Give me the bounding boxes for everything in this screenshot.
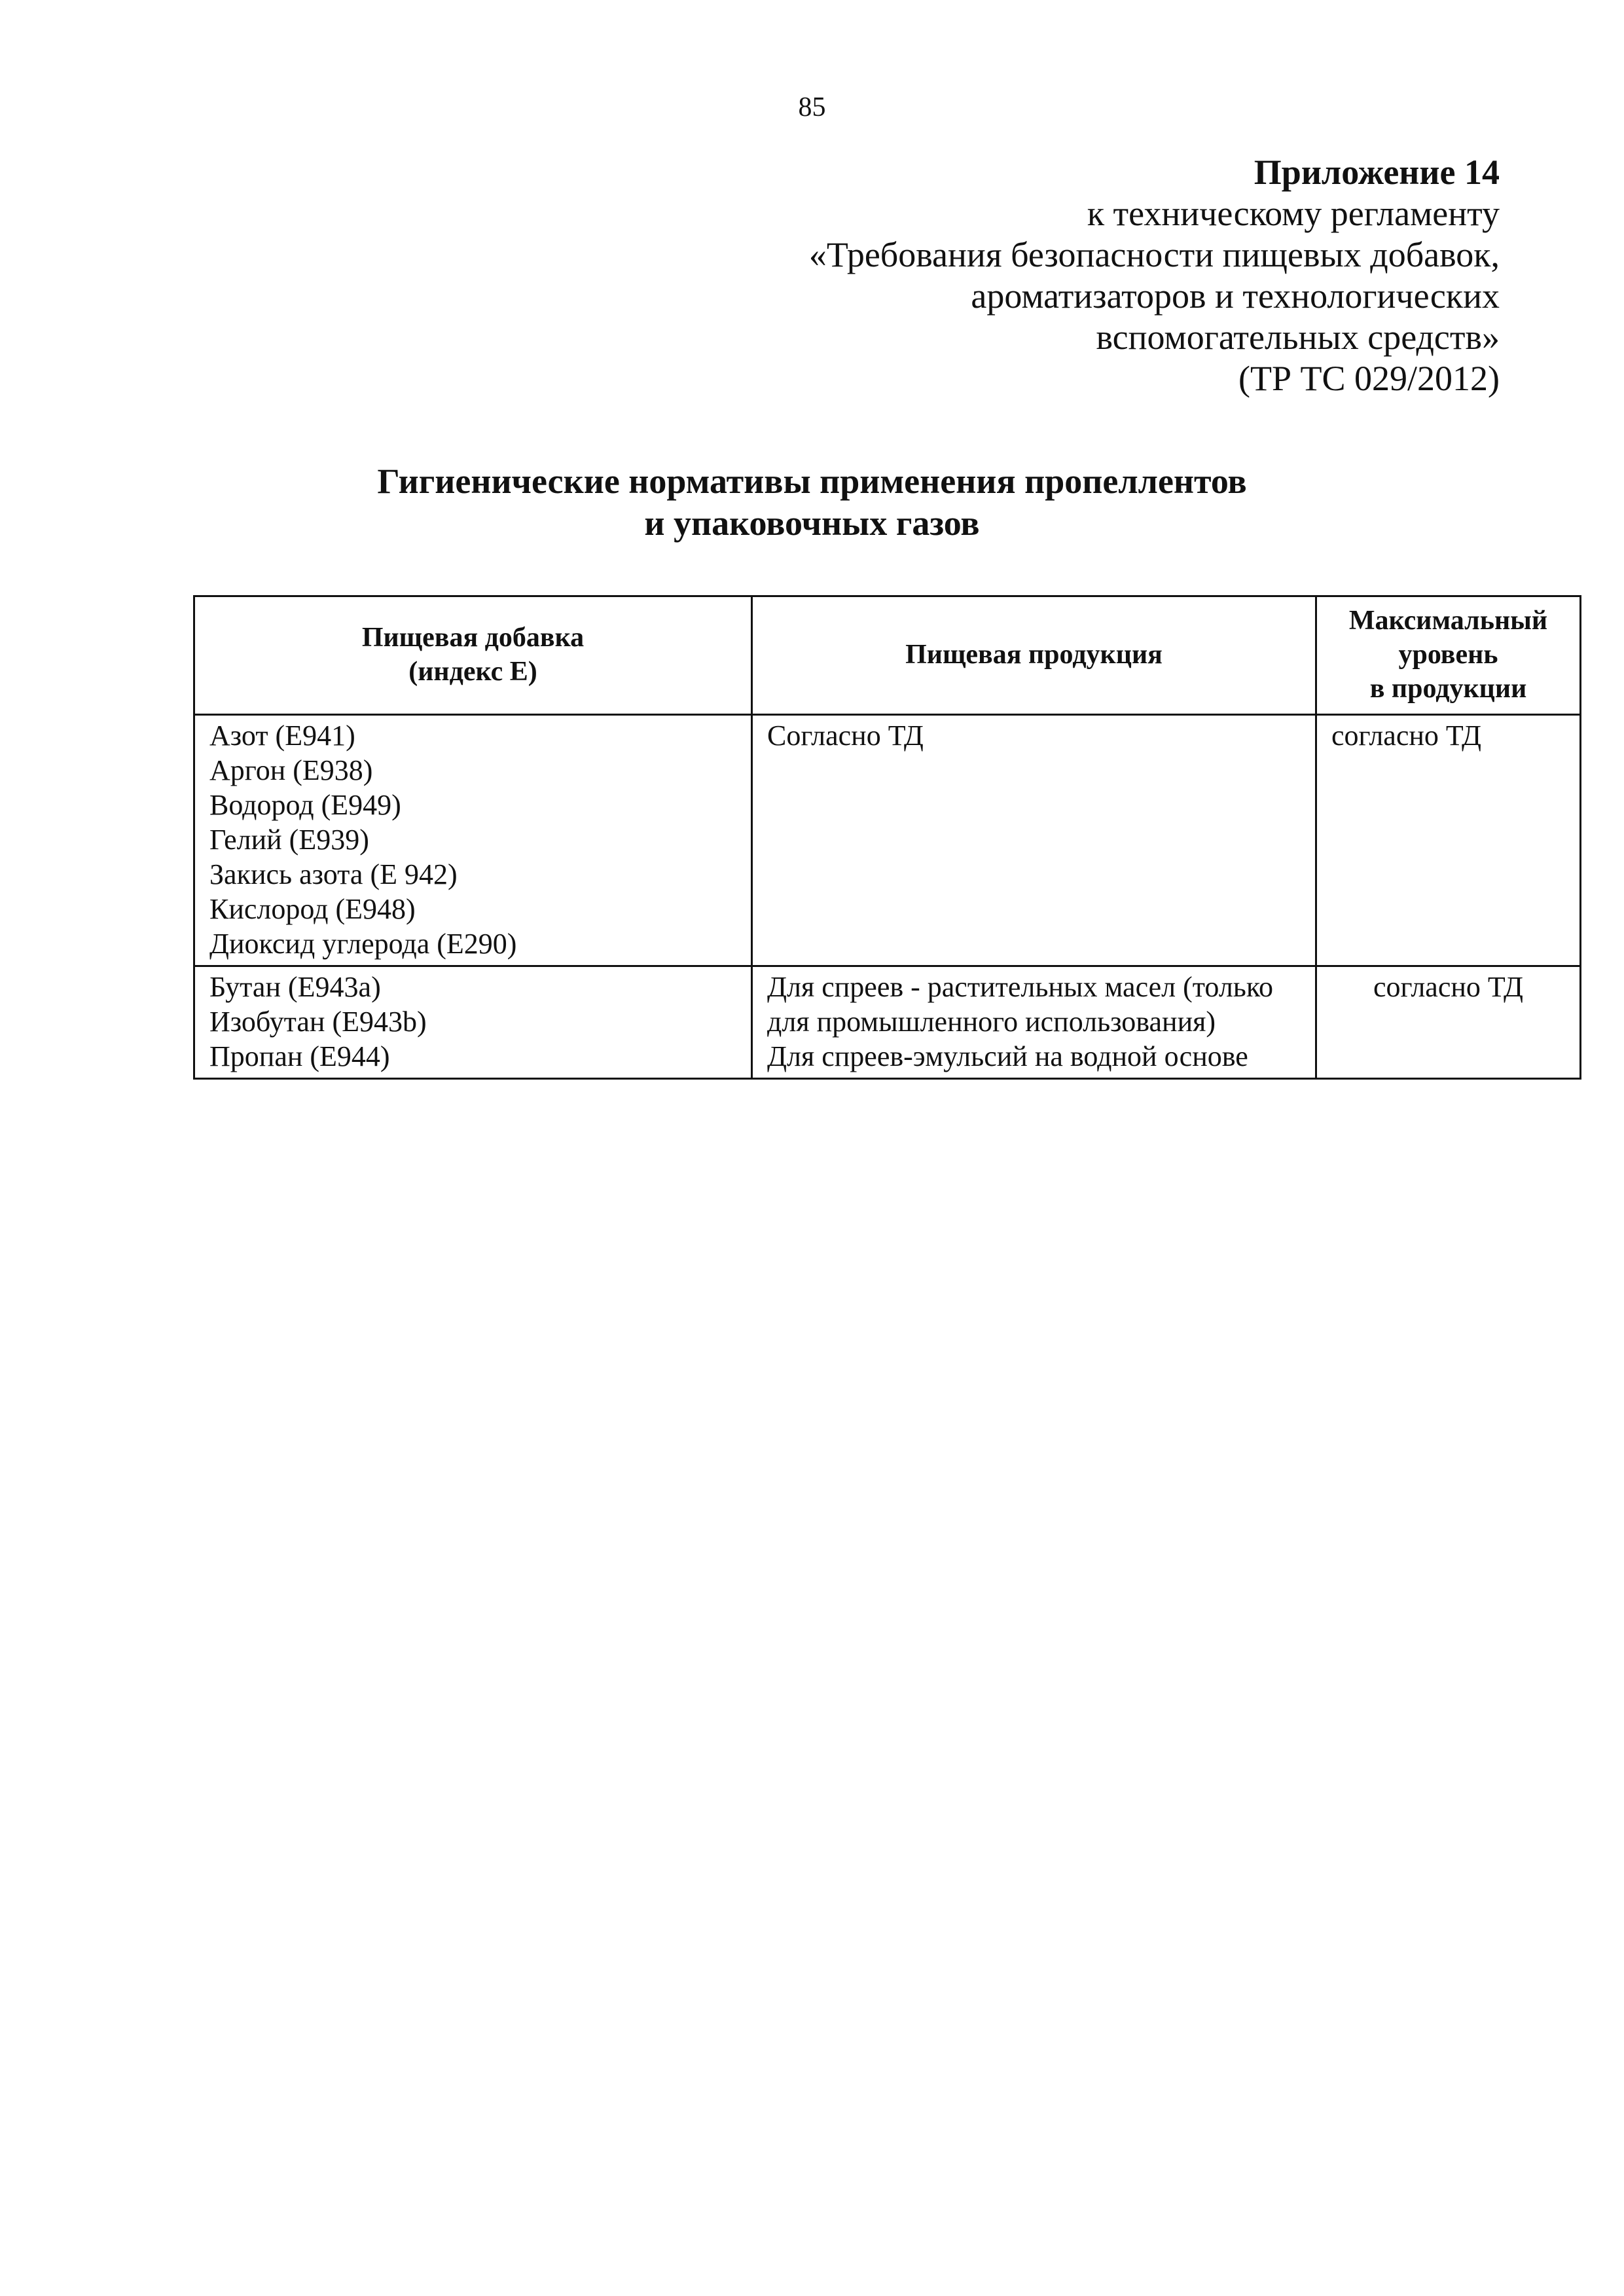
level-value: согласно ТД	[1373, 971, 1524, 1003]
header-product-label: Пищевая продукция	[905, 640, 1163, 670]
additive-item: Гелий (Е939)	[209, 824, 369, 856]
header-level-line: Максимальный	[1348, 606, 1548, 636]
table-header-row	[194, 596, 1581, 715]
document-title-line: Гигиенические нормативы применения пропеллентов	[377, 462, 1247, 501]
additive-item: Закись азота (Е 942)	[209, 858, 458, 890]
document-title-line: и упаковочных газов	[644, 503, 980, 543]
additive-item: Изобутан (Е943b)	[209, 1006, 427, 1038]
appendix-line: к техническому регламенту	[1087, 194, 1500, 233]
additive-item: Азот (Е941)	[209, 720, 355, 752]
appendix-line: вспомогательных средств»	[1096, 318, 1500, 357]
additive-cell	[194, 715, 752, 966]
header-product	[752, 596, 1316, 715]
table-row	[194, 966, 1581, 1079]
header-additive-line: (индекс Е)	[408, 657, 537, 687]
additive-item: Кислород (Е948)	[209, 893, 416, 925]
additive-item: Бутан (Е943а)	[209, 971, 381, 1003]
level-cell	[1316, 966, 1581, 1079]
table-row	[194, 715, 1581, 966]
document-title	[0, 460, 1624, 544]
additive-item: Аргон (Е938)	[209, 754, 373, 786]
additive-item: Пропан (Е944)	[209, 1040, 390, 1072]
appendix-line: ароматизаторов и технологических	[971, 276, 1500, 316]
product-line: Согласно ТД	[767, 720, 924, 752]
norms-table	[193, 595, 1581, 1080]
product-line: для промышленного использования)	[767, 1006, 1216, 1038]
product-line: Для спреев - растительных масел (только	[767, 971, 1274, 1003]
header-level-line: уровень	[1398, 640, 1498, 670]
header-additive-line: Пищевая добавка	[361, 623, 585, 653]
appendix-line: (ТР ТС 029/2012)	[1238, 359, 1500, 398]
header-additive	[194, 596, 752, 715]
additive-item: Водород (Е949)	[209, 789, 401, 821]
appendix-line: «Требования безопасности пищевых добавок,	[808, 235, 1500, 274]
product-line: Для спреев-эмульсий на водной основе	[767, 1040, 1248, 1072]
appendix-header	[649, 152, 1500, 399]
product-cell	[752, 715, 1316, 966]
level-value: согласно ТД	[1331, 720, 1482, 752]
header-level	[1316, 596, 1581, 715]
appendix-title: Приложение 14	[1254, 153, 1500, 192]
additive-item: Диоксид углерода (Е290)	[209, 928, 517, 960]
level-cell	[1316, 715, 1581, 966]
product-cell	[752, 966, 1316, 1079]
header-level-line: в продукции	[1369, 674, 1527, 704]
additive-cell	[194, 966, 752, 1079]
page-number: 85	[798, 92, 826, 122]
